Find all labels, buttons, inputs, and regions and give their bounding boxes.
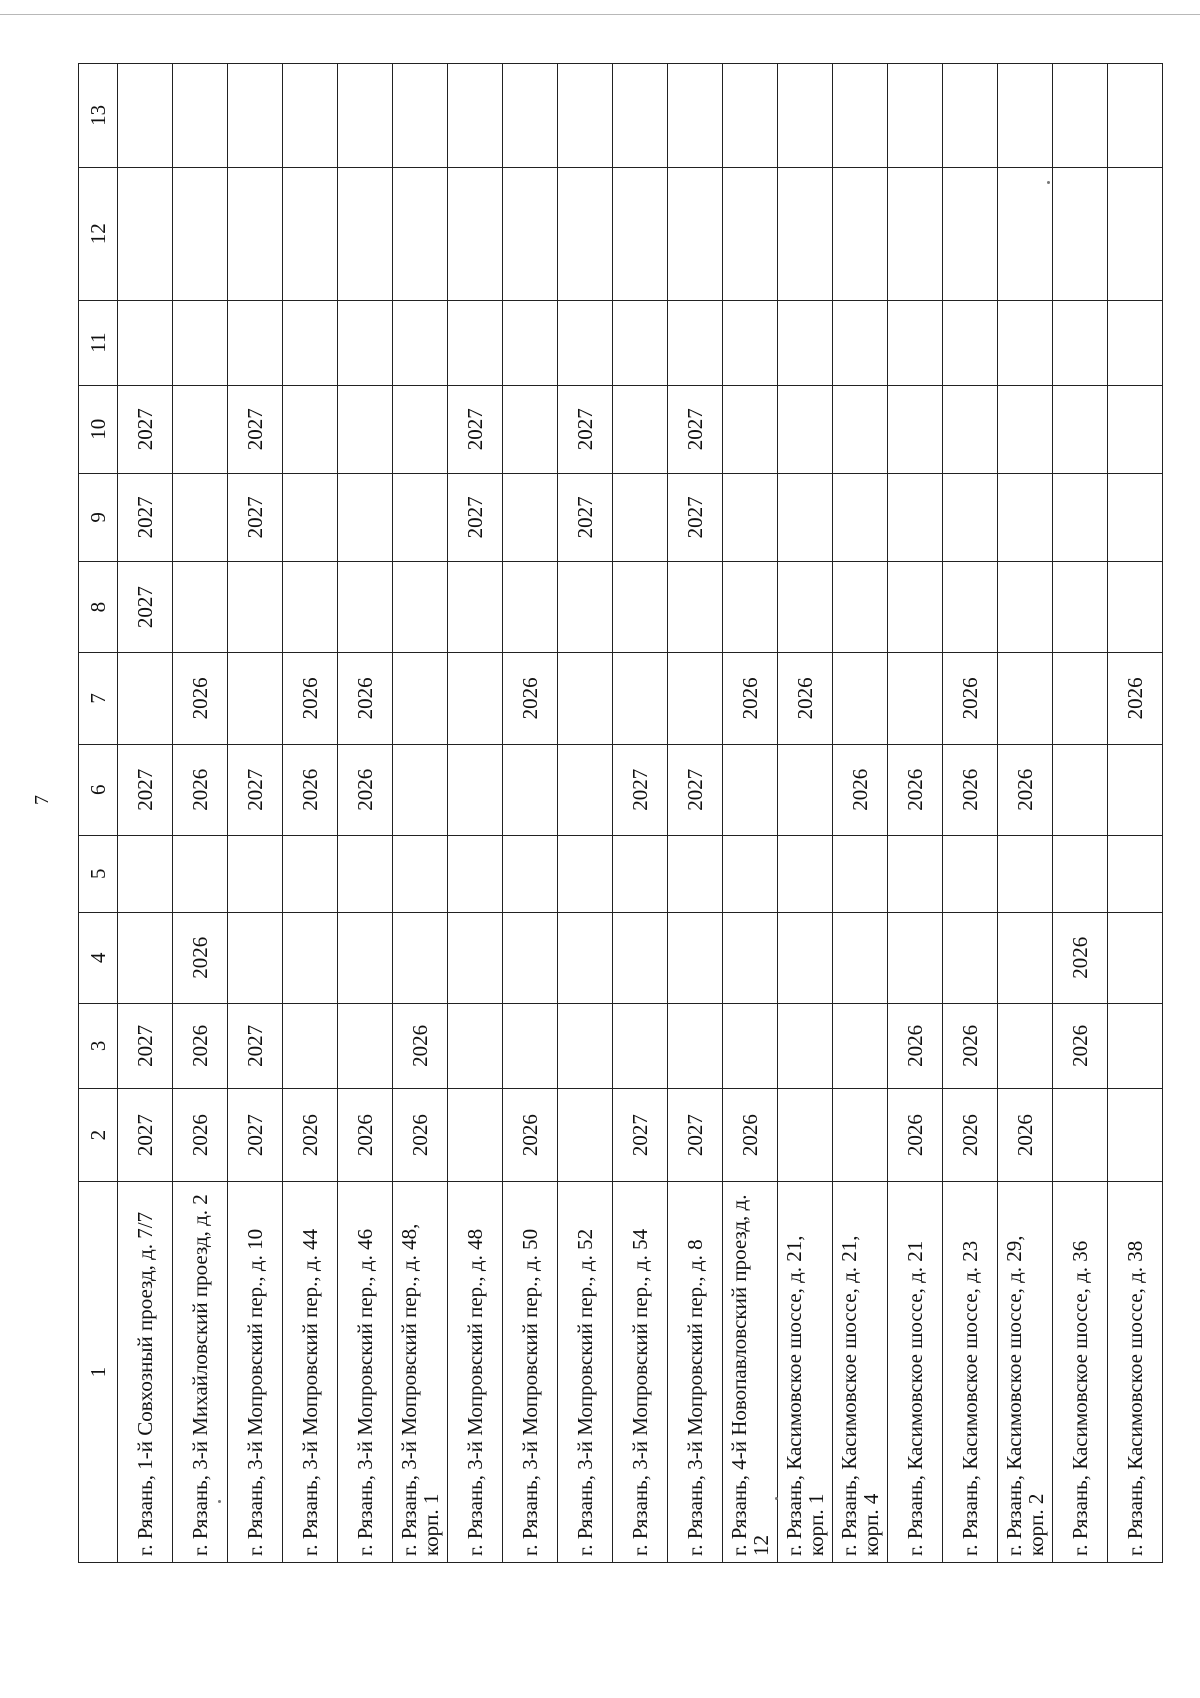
year-cell: 2026 bbox=[998, 744, 1053, 835]
year-cell: 2026 bbox=[503, 653, 558, 744]
year-cell bbox=[558, 167, 613, 300]
column-header: 11 bbox=[79, 300, 118, 385]
year-cell bbox=[448, 64, 503, 168]
year-cell bbox=[228, 167, 283, 300]
year-cell bbox=[503, 912, 558, 1003]
year-cell: 2026 bbox=[338, 653, 393, 744]
address-cell: г. Рязань, 3-й Мопровский пер., д. 10 bbox=[228, 1182, 283, 1563]
year-cell bbox=[723, 385, 778, 473]
year-cell bbox=[118, 653, 173, 744]
table-row bbox=[998, 64, 1053, 1563]
column-header: 5 bbox=[79, 835, 118, 912]
table-row bbox=[1108, 64, 1163, 1563]
year-cell bbox=[503, 167, 558, 300]
year-cell: 2027 bbox=[613, 1088, 668, 1181]
year-cell bbox=[778, 912, 833, 1003]
year-cell bbox=[943, 912, 998, 1003]
year-cell: 2027 bbox=[448, 473, 503, 561]
year-cell bbox=[833, 653, 888, 744]
year-cell bbox=[338, 912, 393, 1003]
year-cell: 2026 bbox=[393, 1003, 448, 1088]
year-cell bbox=[833, 64, 888, 168]
year-cell bbox=[833, 912, 888, 1003]
column-header: 3 bbox=[79, 1003, 118, 1088]
year-cell: 2027 bbox=[118, 473, 173, 561]
year-cell bbox=[338, 64, 393, 168]
year-cell bbox=[558, 835, 613, 912]
table-row bbox=[558, 64, 613, 1563]
year-cell bbox=[503, 300, 558, 385]
table-row bbox=[613, 64, 668, 1563]
year-cell bbox=[118, 912, 173, 1003]
year-cell bbox=[558, 562, 613, 653]
year-cell: 2027 bbox=[118, 385, 173, 473]
year-cell bbox=[943, 300, 998, 385]
year-cell: 2026 bbox=[943, 653, 998, 744]
year-cell bbox=[668, 562, 723, 653]
year-cell bbox=[118, 167, 173, 300]
year-cell: 2027 bbox=[668, 1088, 723, 1181]
table-row bbox=[503, 64, 558, 1563]
table-row bbox=[393, 64, 448, 1563]
header-row bbox=[79, 64, 118, 1563]
year-cell bbox=[668, 653, 723, 744]
year-cell: 2026 bbox=[1053, 912, 1108, 1003]
year-cell bbox=[283, 300, 338, 385]
address-cell: г. Рязань, Касимовское шоссе, д. 23 bbox=[943, 1182, 998, 1563]
column-header: 1 bbox=[79, 1182, 118, 1563]
year-cell: 2027 bbox=[118, 562, 173, 653]
year-cell bbox=[668, 300, 723, 385]
table-row bbox=[888, 64, 943, 1563]
year-cell bbox=[503, 64, 558, 168]
year-cell bbox=[888, 300, 943, 385]
year-cell bbox=[668, 835, 723, 912]
year-cell bbox=[943, 385, 998, 473]
column-header: 2 bbox=[79, 1088, 118, 1181]
year-cell bbox=[778, 300, 833, 385]
year-cell bbox=[723, 835, 778, 912]
year-cell bbox=[613, 64, 668, 168]
year-cell bbox=[558, 912, 613, 1003]
year-cell bbox=[833, 167, 888, 300]
table-row bbox=[1053, 64, 1108, 1563]
year-cell bbox=[723, 300, 778, 385]
year-cell bbox=[1108, 167, 1163, 300]
year-cell bbox=[723, 473, 778, 561]
year-cell: 2027 bbox=[228, 1003, 283, 1088]
year-cell bbox=[668, 64, 723, 168]
year-cell: 2026 bbox=[723, 1088, 778, 1181]
year-cell bbox=[1053, 1088, 1108, 1181]
year-cell bbox=[338, 385, 393, 473]
year-cell bbox=[1053, 653, 1108, 744]
year-cell bbox=[558, 1088, 613, 1181]
year-cell bbox=[778, 835, 833, 912]
year-cell bbox=[778, 562, 833, 653]
column-header: 9 bbox=[79, 473, 118, 561]
year-cell bbox=[1053, 835, 1108, 912]
year-cell bbox=[778, 167, 833, 300]
year-cell bbox=[998, 64, 1053, 168]
year-cell bbox=[668, 1003, 723, 1088]
year-cell bbox=[998, 1003, 1053, 1088]
address-cell: г. Рязань, 3-й Михайловский проезд, д. 2 bbox=[173, 1182, 228, 1563]
scan-top-rule bbox=[0, 14, 1200, 15]
year-cell bbox=[338, 1003, 393, 1088]
table-row bbox=[338, 64, 393, 1563]
column-header: 4 bbox=[79, 912, 118, 1003]
year-cell: 2027 bbox=[448, 385, 503, 473]
year-cell bbox=[448, 167, 503, 300]
address-cell: г. Рязань, 3-й Мопровский пер., д. 54 bbox=[613, 1182, 668, 1563]
year-cell bbox=[393, 835, 448, 912]
address-cell: г. Рязань, 3-й Мопровский пер., д. 46 bbox=[338, 1182, 393, 1563]
year-cell bbox=[228, 835, 283, 912]
year-cell bbox=[668, 912, 723, 1003]
year-cell bbox=[778, 1088, 833, 1181]
year-cell: 2026 bbox=[998, 1088, 1053, 1181]
table-body bbox=[118, 64, 1163, 1563]
year-cell bbox=[833, 300, 888, 385]
column-header: 10 bbox=[79, 385, 118, 473]
year-cell: 2026 bbox=[173, 1088, 228, 1181]
year-cell bbox=[613, 473, 668, 561]
year-cell bbox=[558, 744, 613, 835]
address-cell: г. Рязань, 1-й Совхозный проезд, д. 7/7 bbox=[118, 1182, 173, 1563]
year-cell bbox=[998, 562, 1053, 653]
year-cell bbox=[173, 835, 228, 912]
year-cell bbox=[833, 562, 888, 653]
year-cell bbox=[613, 912, 668, 1003]
year-cell bbox=[723, 167, 778, 300]
year-cell: 2027 bbox=[558, 385, 613, 473]
year-cell bbox=[338, 473, 393, 561]
year-cell bbox=[943, 562, 998, 653]
year-cell bbox=[1053, 744, 1108, 835]
year-cell bbox=[943, 167, 998, 300]
year-cell: 2027 bbox=[668, 473, 723, 561]
year-cell: 2027 bbox=[118, 1088, 173, 1181]
year-cell bbox=[1108, 912, 1163, 1003]
year-cell: 2026 bbox=[1108, 653, 1163, 744]
year-cell bbox=[998, 385, 1053, 473]
year-cell bbox=[943, 473, 998, 561]
year-cell bbox=[1053, 300, 1108, 385]
year-cell bbox=[448, 1088, 503, 1181]
year-cell bbox=[393, 473, 448, 561]
address-cell: г. Рязань, 3-й Мопровский пер., д. 44 bbox=[283, 1182, 338, 1563]
year-cell bbox=[998, 653, 1053, 744]
year-cell bbox=[173, 64, 228, 168]
year-cell bbox=[283, 912, 338, 1003]
year-cell: 2026 bbox=[173, 912, 228, 1003]
year-cell bbox=[888, 167, 943, 300]
address-cell: г. Рязань, 3-й Мопровский пер., д. 48 bbox=[448, 1182, 503, 1563]
year-cell: 2026 bbox=[833, 744, 888, 835]
year-cell bbox=[283, 385, 338, 473]
year-cell bbox=[723, 562, 778, 653]
year-cell bbox=[998, 835, 1053, 912]
year-cell bbox=[228, 912, 283, 1003]
year-cell bbox=[1108, 744, 1163, 835]
year-cell bbox=[393, 385, 448, 473]
year-cell bbox=[613, 167, 668, 300]
year-cell bbox=[338, 562, 393, 653]
year-cell bbox=[228, 562, 283, 653]
year-cell: 2026 bbox=[173, 744, 228, 835]
year-cell bbox=[173, 473, 228, 561]
year-cell bbox=[448, 562, 503, 653]
year-cell bbox=[1108, 1003, 1163, 1088]
year-cell bbox=[558, 653, 613, 744]
year-cell bbox=[393, 744, 448, 835]
table-row bbox=[668, 64, 723, 1563]
address-cell: г. Рязань, Касимовское шоссе, д. 38 bbox=[1108, 1182, 1163, 1563]
year-cell: 2027 bbox=[668, 744, 723, 835]
year-cell bbox=[173, 562, 228, 653]
year-cell bbox=[833, 1003, 888, 1088]
year-cell bbox=[503, 835, 558, 912]
year-cell bbox=[998, 300, 1053, 385]
year-cell bbox=[118, 835, 173, 912]
year-cell: 2026 bbox=[723, 653, 778, 744]
year-cell bbox=[173, 385, 228, 473]
year-cell: 2026 bbox=[1053, 1003, 1108, 1088]
table-row bbox=[283, 64, 338, 1563]
year-cell bbox=[1108, 385, 1163, 473]
page-number: 7 bbox=[31, 795, 53, 805]
year-cell bbox=[558, 64, 613, 168]
year-cell bbox=[558, 300, 613, 385]
year-cell: 2026 bbox=[888, 744, 943, 835]
year-cell bbox=[393, 167, 448, 300]
table-row bbox=[943, 64, 998, 1563]
year-cell: 2026 bbox=[888, 1003, 943, 1088]
year-cell bbox=[118, 64, 173, 168]
year-cell bbox=[998, 912, 1053, 1003]
year-cell bbox=[173, 300, 228, 385]
address-cell: г. Рязань, Касимовское шоссе, д. 21, корп. 1 bbox=[778, 1182, 833, 1563]
year-cell bbox=[338, 835, 393, 912]
column-header: 6 bbox=[79, 744, 118, 835]
year-cell bbox=[1108, 473, 1163, 561]
year-cell bbox=[283, 167, 338, 300]
address-cell: г. Рязань, 3-й Мопровский пер., д. 8 bbox=[668, 1182, 723, 1563]
year-cell bbox=[778, 385, 833, 473]
year-cell bbox=[393, 64, 448, 168]
column-header: 12 bbox=[79, 167, 118, 300]
address-cell: г. Рязань, 3-й Мопровский пер., д. 50 bbox=[503, 1182, 558, 1563]
year-cell bbox=[228, 653, 283, 744]
year-cell bbox=[393, 912, 448, 1003]
year-cell bbox=[888, 562, 943, 653]
year-cell: 2027 bbox=[228, 385, 283, 473]
year-cell bbox=[1053, 385, 1108, 473]
year-cell: 2026 bbox=[778, 653, 833, 744]
year-cell bbox=[1053, 473, 1108, 561]
year-cell: 2026 bbox=[393, 1088, 448, 1181]
year-cell bbox=[833, 385, 888, 473]
year-cell bbox=[448, 744, 503, 835]
year-cell bbox=[943, 64, 998, 168]
year-cell bbox=[723, 744, 778, 835]
column-header: 8 bbox=[79, 562, 118, 653]
year-cell: 2026 bbox=[943, 744, 998, 835]
schedule-table bbox=[78, 63, 1163, 1563]
address-cell: г. Рязань, 3-й Мопровский пер., д. 48, корп. 1 bbox=[393, 1182, 448, 1563]
year-cell bbox=[393, 300, 448, 385]
year-cell bbox=[118, 300, 173, 385]
year-cell bbox=[833, 473, 888, 561]
year-cell bbox=[778, 473, 833, 561]
year-cell bbox=[723, 1003, 778, 1088]
year-cell: 2027 bbox=[118, 1003, 173, 1088]
year-cell bbox=[888, 64, 943, 168]
scan-speck bbox=[218, 1500, 221, 1503]
year-cell: 2026 bbox=[943, 1088, 998, 1181]
year-cell: 2026 bbox=[338, 744, 393, 835]
rotated-table-wrapper bbox=[78, 63, 1148, 1563]
year-cell: 2026 bbox=[943, 1003, 998, 1088]
column-header: 13 bbox=[79, 64, 118, 168]
year-cell bbox=[228, 300, 283, 385]
year-cell bbox=[1108, 562, 1163, 653]
year-cell: 2027 bbox=[613, 744, 668, 835]
year-cell bbox=[668, 167, 723, 300]
year-cell bbox=[1108, 835, 1163, 912]
table-row bbox=[448, 64, 503, 1563]
year-cell bbox=[173, 167, 228, 300]
column-header: 7 bbox=[79, 653, 118, 744]
year-cell bbox=[888, 385, 943, 473]
year-cell bbox=[613, 1003, 668, 1088]
year-cell: 2026 bbox=[283, 653, 338, 744]
year-cell bbox=[888, 653, 943, 744]
table-row bbox=[118, 64, 173, 1563]
table-row bbox=[173, 64, 228, 1563]
year-cell bbox=[613, 385, 668, 473]
year-cell bbox=[723, 912, 778, 1003]
year-cell: 2026 bbox=[173, 653, 228, 744]
year-cell: 2026 bbox=[888, 1088, 943, 1181]
year-cell: 2026 bbox=[338, 1088, 393, 1181]
table-row bbox=[228, 64, 283, 1563]
address-cell: г. Рязань, Касимовское шоссе, д. 21 bbox=[888, 1182, 943, 1563]
year-cell bbox=[503, 562, 558, 653]
year-cell bbox=[1053, 562, 1108, 653]
year-cell bbox=[613, 300, 668, 385]
address-cell: г. Рязань, 3-й Мопровский пер., д. 52 bbox=[558, 1182, 613, 1563]
table-row bbox=[723, 64, 778, 1563]
year-cell bbox=[283, 473, 338, 561]
year-cell bbox=[228, 64, 283, 168]
year-cell bbox=[1053, 167, 1108, 300]
year-cell bbox=[723, 64, 778, 168]
scan-speck bbox=[775, 1497, 778, 1500]
year-cell: 2026 bbox=[283, 1088, 338, 1181]
year-cell bbox=[393, 562, 448, 653]
year-cell: 2026 bbox=[173, 1003, 228, 1088]
year-cell bbox=[778, 744, 833, 835]
year-cell bbox=[283, 835, 338, 912]
year-cell: 2027 bbox=[228, 473, 283, 561]
year-cell bbox=[778, 1003, 833, 1088]
year-cell bbox=[943, 835, 998, 912]
address-cell: г. Рязань, 4-й Новопавловский проезд, д. 12 bbox=[723, 1182, 778, 1563]
year-cell bbox=[613, 653, 668, 744]
address-cell: г. Рязань, Касимовское шоссе, д. 36 bbox=[1053, 1182, 1108, 1563]
scan-speck bbox=[1047, 181, 1050, 184]
year-cell bbox=[503, 385, 558, 473]
address-cell: г. Рязань, Касимовское шоссе, д. 21, корп. 4 bbox=[833, 1182, 888, 1563]
year-cell bbox=[613, 835, 668, 912]
year-cell bbox=[283, 1003, 338, 1088]
year-cell bbox=[998, 473, 1053, 561]
year-cell: 2026 bbox=[503, 1088, 558, 1181]
table-row bbox=[778, 64, 833, 1563]
year-cell bbox=[448, 835, 503, 912]
year-cell: 2027 bbox=[228, 744, 283, 835]
year-cell: 2027 bbox=[228, 1088, 283, 1181]
year-cell bbox=[613, 562, 668, 653]
year-cell bbox=[338, 300, 393, 385]
year-cell bbox=[448, 912, 503, 1003]
table-row bbox=[833, 64, 888, 1563]
year-cell bbox=[888, 912, 943, 1003]
year-cell bbox=[1108, 300, 1163, 385]
year-cell bbox=[503, 744, 558, 835]
address-cell: г. Рязань, Касимовское шоссе, д. 29, корп. 2 bbox=[998, 1182, 1053, 1563]
year-cell bbox=[1108, 64, 1163, 168]
year-cell: 2027 bbox=[118, 744, 173, 835]
year-cell: 2027 bbox=[558, 473, 613, 561]
year-cell bbox=[283, 64, 338, 168]
year-cell bbox=[448, 653, 503, 744]
year-cell bbox=[888, 473, 943, 561]
year-cell bbox=[833, 1088, 888, 1181]
year-cell bbox=[833, 835, 888, 912]
year-cell bbox=[503, 1003, 558, 1088]
year-cell bbox=[503, 473, 558, 561]
year-cell bbox=[888, 835, 943, 912]
year-cell: 2026 bbox=[283, 744, 338, 835]
year-cell: 2027 bbox=[668, 385, 723, 473]
year-cell bbox=[338, 167, 393, 300]
year-cell bbox=[448, 300, 503, 385]
year-cell bbox=[1108, 1088, 1163, 1181]
year-cell bbox=[1053, 64, 1108, 168]
year-cell bbox=[998, 167, 1053, 300]
year-cell bbox=[778, 64, 833, 168]
year-cell bbox=[393, 653, 448, 744]
year-cell bbox=[558, 1003, 613, 1088]
year-cell bbox=[448, 1003, 503, 1088]
year-cell bbox=[283, 562, 338, 653]
